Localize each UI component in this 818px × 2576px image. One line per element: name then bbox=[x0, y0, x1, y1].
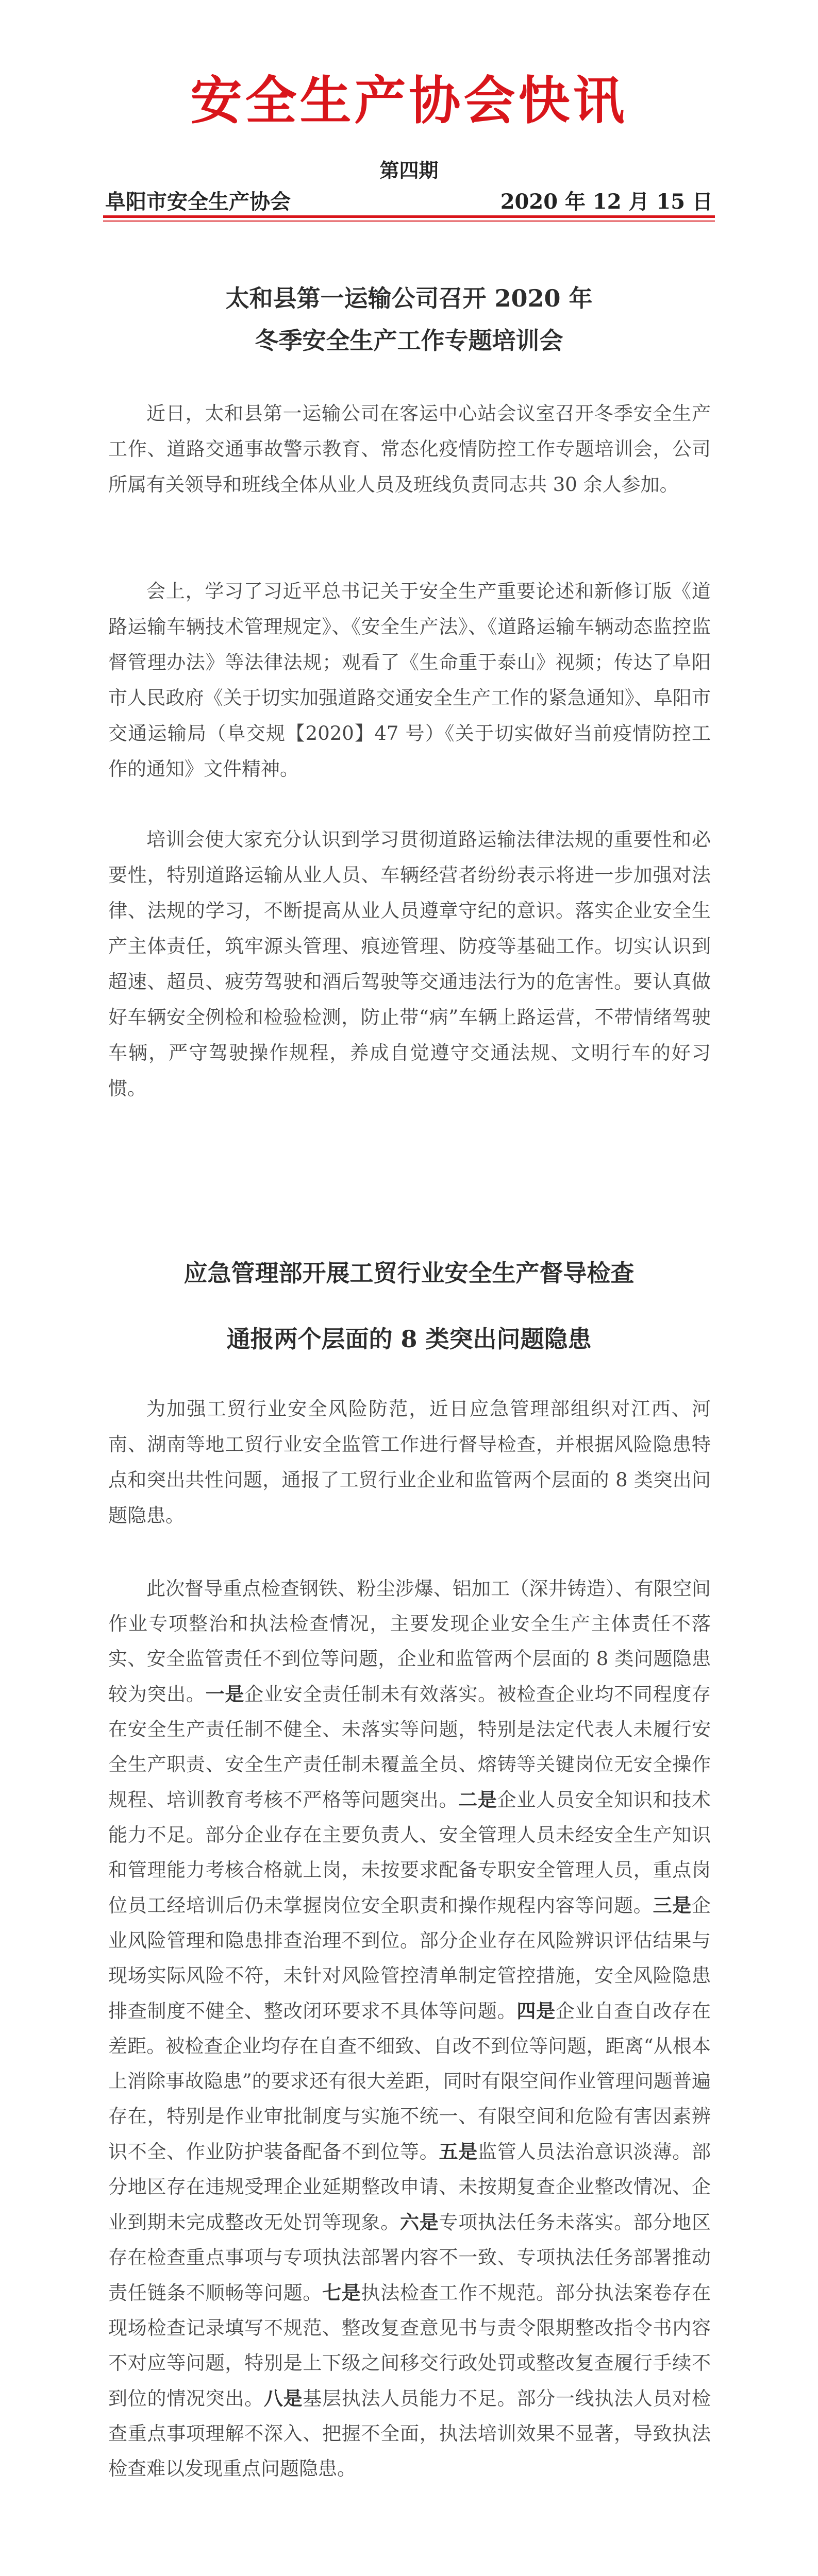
finding-lead: 六是 bbox=[400, 2211, 439, 2233]
finding-text: 此次督导重点检查钢铁、粉尘涉爆、铝加工（深井铸造）、有限空间作业专项整治和执法检查情况，主要发现企业安全生产主体责任不落实、安全监管责任不到位等问题，企业和监管两个层面的 8 类问题隐患较为突出。 bbox=[108, 1578, 711, 1705]
article1-title-line2: 冬季安全生产工作专题培训会 bbox=[255, 327, 563, 354]
finding-lead: 七是 bbox=[322, 2281, 361, 2304]
finding-text: 企业风险管理和隐患排查治理不到位。部分企业存在风险辨识评估结果与现场实际风险不符，未针对风险管控清单制定管控措施，安全风险隐患排查制度不健全、整改闭环要求不具体等问题。 bbox=[108, 1894, 711, 2022]
publish-date: 2020 年 12 月 15 日 bbox=[500, 190, 713, 214]
finding-text: 执法检查工作不规范。部分执法案卷存在现场检查记录填写不规范、整改复查意见书与责令限期整改指令书内容不对应等问题，特别是上下级之间移交行政处罚或整改复查履行手续不到位的情况突出。 bbox=[108, 2282, 711, 2410]
finding-lead: 四是 bbox=[516, 1999, 556, 2022]
masthead-rule-thick bbox=[103, 215, 715, 218]
article1-paragraph: 近日，太和县第一运输公司在客运中心站会议室召开冬季安全生产工作、道路交通事故警示教育、常态化疫情防控工作专题培训会，公司所属有关领导和班线全体从业人员及班线负责同志共 30 余人参加。 bbox=[108, 402, 711, 496]
article2-findings-paragraph bbox=[108, 1571, 711, 2486]
finding-lead: 一是 bbox=[205, 1683, 245, 1705]
masthead-rule-thin bbox=[103, 221, 715, 222]
finding-lead: 八是 bbox=[263, 2387, 303, 2410]
issue-number: 第四期 bbox=[379, 159, 439, 182]
article1-paragraph: 会上，学习了习近平总书记关于安全生产重要论述和新修订版《道路运输车辆技术管理规定》、《安全生产法》、《道路运输车辆动态监控监督管理办法》等法律法规；观看了《生命重于泰山》视频；传达了阜阳市人民政府《关于切实加强道路交通安全生产工作的紧急通知》、阜阳市交通运输局（阜交规【2020】47 号）《关于切实做好当前疫情防控工作的通知》文件精神。 bbox=[108, 580, 711, 780]
finding-lead: 二是 bbox=[458, 1788, 497, 1811]
article1-title-line1: 太和县第一运输公司召开 2020 年 bbox=[225, 284, 593, 312]
finding-text: 企业安全责任制未有效落实。被检查企业均不同程度存在安全生产责任制不健全、未落实等问题，特别是法定代表人未履行安全生产职责、安全生产责任制未覆盖全员、熔铸等关键岗位无安全操作规程、培训教育考核不严格等问题突出。 bbox=[108, 1683, 711, 1811]
finding-text: 企业自查自改存在差距。被检查企业均存在自查不细致、自改不到位等问题，距离“从根本上消除事故隐患”的要求还有很大差距，同时有限空间作业管理问题普遍存在，特别是作业审批制度与实施不统一、有限空间和危险有害因素辨识不全、作业防护装备配备不到位等。 bbox=[108, 2000, 711, 2163]
finding-text: 企业人员安全知识和技术能力不足。部分企业存在主要负责人、安全管理人员未经安全生产知识和管理能力考核合格就上岗，未按要求配备专职安全管理人员，重点岗位员工经培训后仍未掌握岗位安全职责和操作规程内容等问题。 bbox=[108, 1789, 711, 1917]
finding-text: 监管人员法治意识淡薄。部分地区存在违规受理企业延期整改申请、未按期复查企业整改情况、企业到期未完成整改无处罚等现象。 bbox=[108, 2141, 711, 2233]
article2-title-line2: 通报两个层面的 8 类突出问题隐患 bbox=[226, 1325, 592, 1353]
article1-paragraph: 培训会使大家充分认识到学习贯彻道路运输法律法规的重要性和必要性，特别道路运输从业人员、车辆经营者纷纷表示将进一步加强对法律、法规的学习，不断提高从业人员遵章守纪的意识。落实企业安全生产主体责任，筑牢源头管理、痕迹管理、防疫等基础工作。切实认识到超速、超员、疲劳驾驶和酒后驾驶等交通违法行为的危害性。要认真做好车辆安全例检和检验检测，防止带“病”车辆上路运营，不带情绪驾驶车辆，严守驾驶操作规程，养成自觉遵守交通法规、文明行车的好习惯。 bbox=[108, 828, 711, 1099]
finding-lead: 五是 bbox=[439, 2140, 478, 2163]
finding-lead: 三是 bbox=[653, 1894, 692, 1917]
article2-intro-paragraph: 为加强工贸行业安全风险防范，近日应急管理部组织对江西、河南、湖南等地工贸行业安全监管工作进行督导检查，并根据风险隐患特点和突出共性问题，通报了工贸行业企业和监管两个层面的 8 类突出问题隐患。 bbox=[108, 1398, 711, 1527]
article2-title-line1: 应急管理部开展工贸行业安全生产督导检查 bbox=[183, 1259, 635, 1287]
finding-text: 专项执法任务未落实。部分地区存在检查重点事项与专项执法部署内容不一致、专项执法任务部署推动责任链条不顺畅等问题。 bbox=[108, 2211, 711, 2304]
publisher-name: 阜阳市安全生产协会 bbox=[105, 190, 291, 214]
masthead-title: 安全生产协会快讯 bbox=[190, 70, 628, 131]
finding-text: 基层执法人员能力不足。部分一线执法人员对检查重点事项理解不深入、把握不全面，执法培训效果不显著，导致执法检查难以发现重点问题隐患。 bbox=[108, 2387, 711, 2480]
